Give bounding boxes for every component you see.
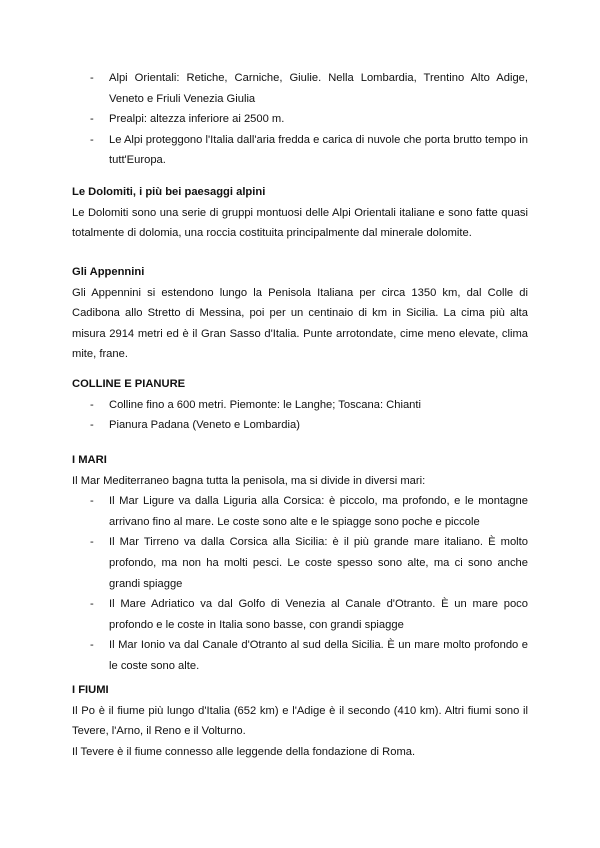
- mari-list: [72, 491, 528, 676]
- list-item: [72, 109, 528, 130]
- bullet-dash: -: [90, 419, 94, 432]
- list-item: [72, 130, 528, 171]
- section-text: Gli Appennini si estendono lungo la Penisola Italiana per circa 1350 km, dal Colle di Cadibona allo Stretto di Messina, poi per un centinaio di km in Sicilia. La cima più alta misura 2914 metri ed è il Gran Sasso d'Italia. Punte arrotondate, cime meno elevate, clima mite, frane.: [72, 286, 528, 361]
- list-item: [72, 635, 528, 676]
- bullet-dash: -: [90, 536, 94, 549]
- section-heading: I FIUMI: [72, 684, 109, 696]
- list-item: [72, 415, 528, 436]
- section-text: Il Tevere è il fiume connesso alle leggende della fondazione di Roma.: [72, 745, 416, 758]
- fiumi-section: [72, 680, 528, 762]
- bullet-dash: -: [90, 598, 94, 611]
- list-item-text: Le Alpi proteggono l'Italia dall'aria fredda e carica di nuvole che porta brutto tempo in tutt'Europa.: [109, 133, 528, 167]
- bullet-dash: -: [90, 72, 94, 84]
- colline-list: [72, 395, 528, 436]
- list-item: [72, 594, 528, 635]
- mari-section: [72, 450, 528, 677]
- colline-section: [72, 374, 528, 436]
- appennini-section: [72, 262, 528, 365]
- list-item-text: Prealpi: altezza inferiore ai 2500 m.: [109, 113, 285, 126]
- list-item-text: Alpi Orientali: Retiche, Carniche, Giulie. Nella Lombardia, Trentino Alto Adige, Veneto e Friuli Venezia Giulia: [109, 72, 528, 105]
- bullet-dash: -: [90, 133, 94, 146]
- section-heading: I MARI: [72, 454, 107, 466]
- section-heading: Le Dolomiti, i più bei paesaggi alpini: [72, 186, 266, 198]
- alpi-list: [72, 68, 528, 171]
- list-item: [72, 532, 528, 594]
- section-text: Il Po è il fiume più lungo d'Italia (652 km) e l'Adige è il secondo (410 km). Altri fiumi sono il Tevere, l'Arno, il Reno e il Volturno.: [72, 704, 528, 738]
- list-item-text: Il Mar Ionio va dal Canale d'Otranto al sud della Sicilia. È un mare molto profondo e le coste sono alte.: [109, 639, 528, 672]
- list-item-text: Il Mare Adriatico va dal Golfo di Venezia al Canale d'Otranto. È un mare poco profondo e le coste in Italia sono basse, con grandi spiagge: [109, 598, 528, 631]
- list-item-text: Il Mar Tirreno va dalla Corsica alla Sicilia: è il più grande mare italiano. È molto profondo, ma non ha molti pesci. Le coste spesso sono alte, ma ci sono anche grandi spiagge: [109, 536, 528, 590]
- section-heading: Gli Appennini: [72, 266, 145, 278]
- list-item: [72, 395, 528, 416]
- alpi-section: [72, 68, 528, 171]
- bullet-dash: -: [90, 495, 94, 508]
- bullet-dash: -: [90, 639, 94, 652]
- list-item-text: Pianura Padana (Veneto e Lombardia): [109, 419, 300, 432]
- section-text: Le Dolomiti sono una serie di gruppi montuosi delle Alpi Orientali italiane e sono fatte quasi totalmente di dolomia, una roccia costituita principalmente dal minerale dolomite.: [72, 206, 528, 240]
- dolomiti-section: [72, 182, 528, 244]
- list-item: [72, 68, 528, 109]
- list-item-text: Il Mar Ligure va dalla Liguria alla Corsica: è piccolo, ma profondo, e le montagne arrivano fino al mare. Le coste sono alte e le spiagge sono poche e piccole: [109, 495, 528, 528]
- list-item: [72, 491, 528, 532]
- section-heading: COLLINE E PIANURE: [72, 378, 186, 390]
- section-text: Il Mar Mediterraneo bagna tutta la penisola, ma si divide in diversi mari:: [72, 474, 426, 487]
- bullet-dash: -: [90, 113, 94, 126]
- bullet-dash: -: [90, 398, 94, 411]
- list-item-text: Colline fino a 600 metri. Piemonte: le Langhe; Toscana: Chianti: [109, 398, 421, 411]
